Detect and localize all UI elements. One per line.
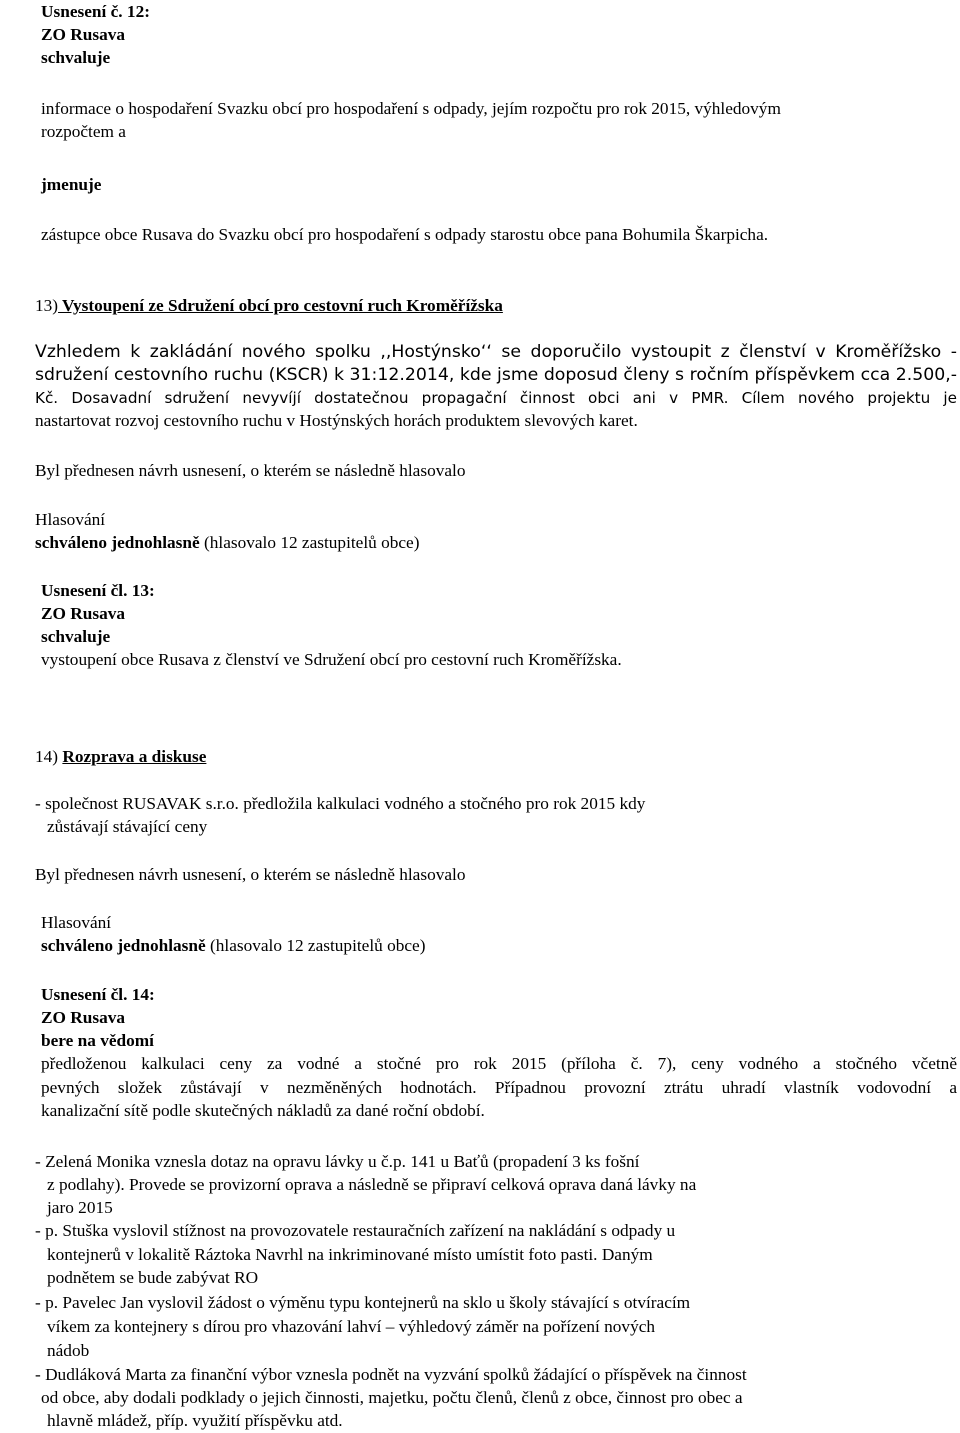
discussion-line: z podlahy). Provede se provizorní oprava a následně se připraví celková oprava daná lávky na: [47, 1175, 697, 1194]
item-13-vote-label: Hlasování: [35, 510, 106, 529]
item-14-vote-result: schváleno jednohlasně (hlasovalo 12 zastupitelů obce): [41, 936, 426, 955]
item-13-title: Vystoupení ze Sdružení obcí pro cestovní ruch Kroměřížska: [58, 296, 503, 315]
item-14-discussion-line2: zůstávají stávající ceny: [47, 817, 208, 836]
item-13-number: 13): [35, 296, 59, 315]
discussion-line: hlavně mládež, příp. využití příspěvku atd.: [47, 1411, 343, 1430]
item-13-paragraph-line4: nastartovat rozvoj cestovního ruchu v Hostýnských horách produktem slevových karet.: [35, 411, 638, 430]
resolution-14-text-line1: předloženou kalkulaci ceny za vodné a stočné pro rok 2015 (příloha č. 7), ceny vodného a stočného včetně: [41, 1054, 957, 1073]
item-13-vote-result: schváleno jednohlasně (hlasovalo 12 zastupitelů obce): [35, 533, 420, 552]
discussion-line: nádob: [47, 1341, 90, 1360]
resolution-12-text-line2: rozpočtem a: [41, 122, 126, 141]
resolution-13-org: ZO Rusava: [41, 604, 126, 623]
item-14-title: Rozprava a diskuse: [62, 747, 207, 766]
item-14-number: 14): [35, 747, 59, 766]
discussion-line: - p. Stuška vyslovil stížnost na provozovatele restauračních zařízení na nakládání s odpady u: [35, 1221, 676, 1240]
resolution-14-title: Usnesení čl. 14:: [41, 985, 155, 1004]
resolution-12-verb2: jmenuje: [41, 175, 102, 194]
resolution-14-text-line3: kanalizační sítě podle skutečných nákladů za dané roční období.: [41, 1101, 485, 1120]
discussion-line: - p. Pavelec Jan vyslovil žádost o výměnu typu kontejnerů na sklo u školy stávající s otvíracím: [35, 1293, 691, 1312]
item-13-proposal: Byl přednesen návrh usnesení, o kterém se následně hlasovalo: [35, 461, 466, 480]
discussion-line: - Zelená Monika vznesla dotaz na opravu lávky u č.p. 141 u Baťů (propadení 3 ks fošní: [35, 1152, 640, 1171]
discussion-line: od obce, aby dodali podklady o jejich činnosti, majetku, počtu členů, členů z obce, činnost pro obec a: [41, 1388, 743, 1407]
resolution-12-text-line1: informace o hospodaření Svazku obcí pro hospodaření s odpady, jejím rozpočtu pro rok 2015, výhledovým: [41, 99, 781, 118]
item-14-heading: [35, 746, 206, 768]
resolution-13-title: Usnesení čl. 13:: [41, 581, 155, 600]
resolution-14-text-line2: pevných složek zůstávají v nezměněných hodnotách. Případnou provozní ztrátu uhradí vlastník vodovodní a: [41, 1078, 957, 1097]
item-14-discussion-line1: - společnost RUSAVAK s.r.o. předložila kalkulaci vodného a stočného pro rok 2015 kdy: [35, 794, 646, 813]
item-14-proposal: Byl přednesen návrh usnesení, o kterém se následně hlasovalo: [35, 865, 466, 884]
resolution-12-text-line3: zástupce obce Rusava do Svazku obcí pro hospodaření s odpady starostu obce pana Bohumila Škarpicha.: [41, 225, 769, 244]
resolution-14-org: ZO Rusava: [41, 1008, 126, 1027]
item-13-heading: [35, 295, 503, 317]
item-13-paragraph-line1: Vzhledem k zakládání nového spolku ,,Hostýnsko‘‘ se doporučilo vystoupit z členství v Kroměřížsko -: [35, 342, 957, 362]
resolution-12-verb: schvaluje: [41, 48, 111, 67]
discussion-line: - Dudláková Marta za finanční výbor vznesla podnět na vyzvání spolků žádající o příspěvek na činnost: [35, 1365, 747, 1384]
resolution-14-verb: bere na vědomí: [41, 1031, 154, 1050]
resolution-13-text: vystoupení obce Rusava z členství ve Sdružení obcí pro cestovní ruch Kroměřížska.: [41, 650, 622, 669]
item-13-paragraph-line3: Kč. Dosavadní sdružení nevyvíjí dostatečnou propagační činnost obci ani v PMR. Cílem nového projektu je: [35, 389, 957, 407]
resolution-12-title: Usnesení č. 12:: [41, 2, 150, 21]
discussion-line: podnětem se bude zabývat RO: [47, 1268, 259, 1287]
discussion-line: víkem za kontejnery s dírou pro vhazování lahví – výhledový záměr na pořízení nových: [47, 1317, 656, 1336]
item-13-paragraph-line2: sdružení cestovního ruchu (KSCR) k 31:12.2014, kde jsme doposud členy s ročním příspěvkem cca 2.500,-: [35, 365, 957, 385]
discussion-line: kontejnerů v lokalitě Ráztoka Navrhl na inkriminované místo umístit foto pasti. Daným: [47, 1245, 653, 1264]
resolution-13-verb: schvaluje: [41, 627, 111, 646]
item-14-vote-label: Hlasování: [41, 913, 112, 932]
discussion-line: jaro 2015: [47, 1198, 113, 1217]
resolution-12-org: ZO Rusava: [41, 25, 126, 44]
